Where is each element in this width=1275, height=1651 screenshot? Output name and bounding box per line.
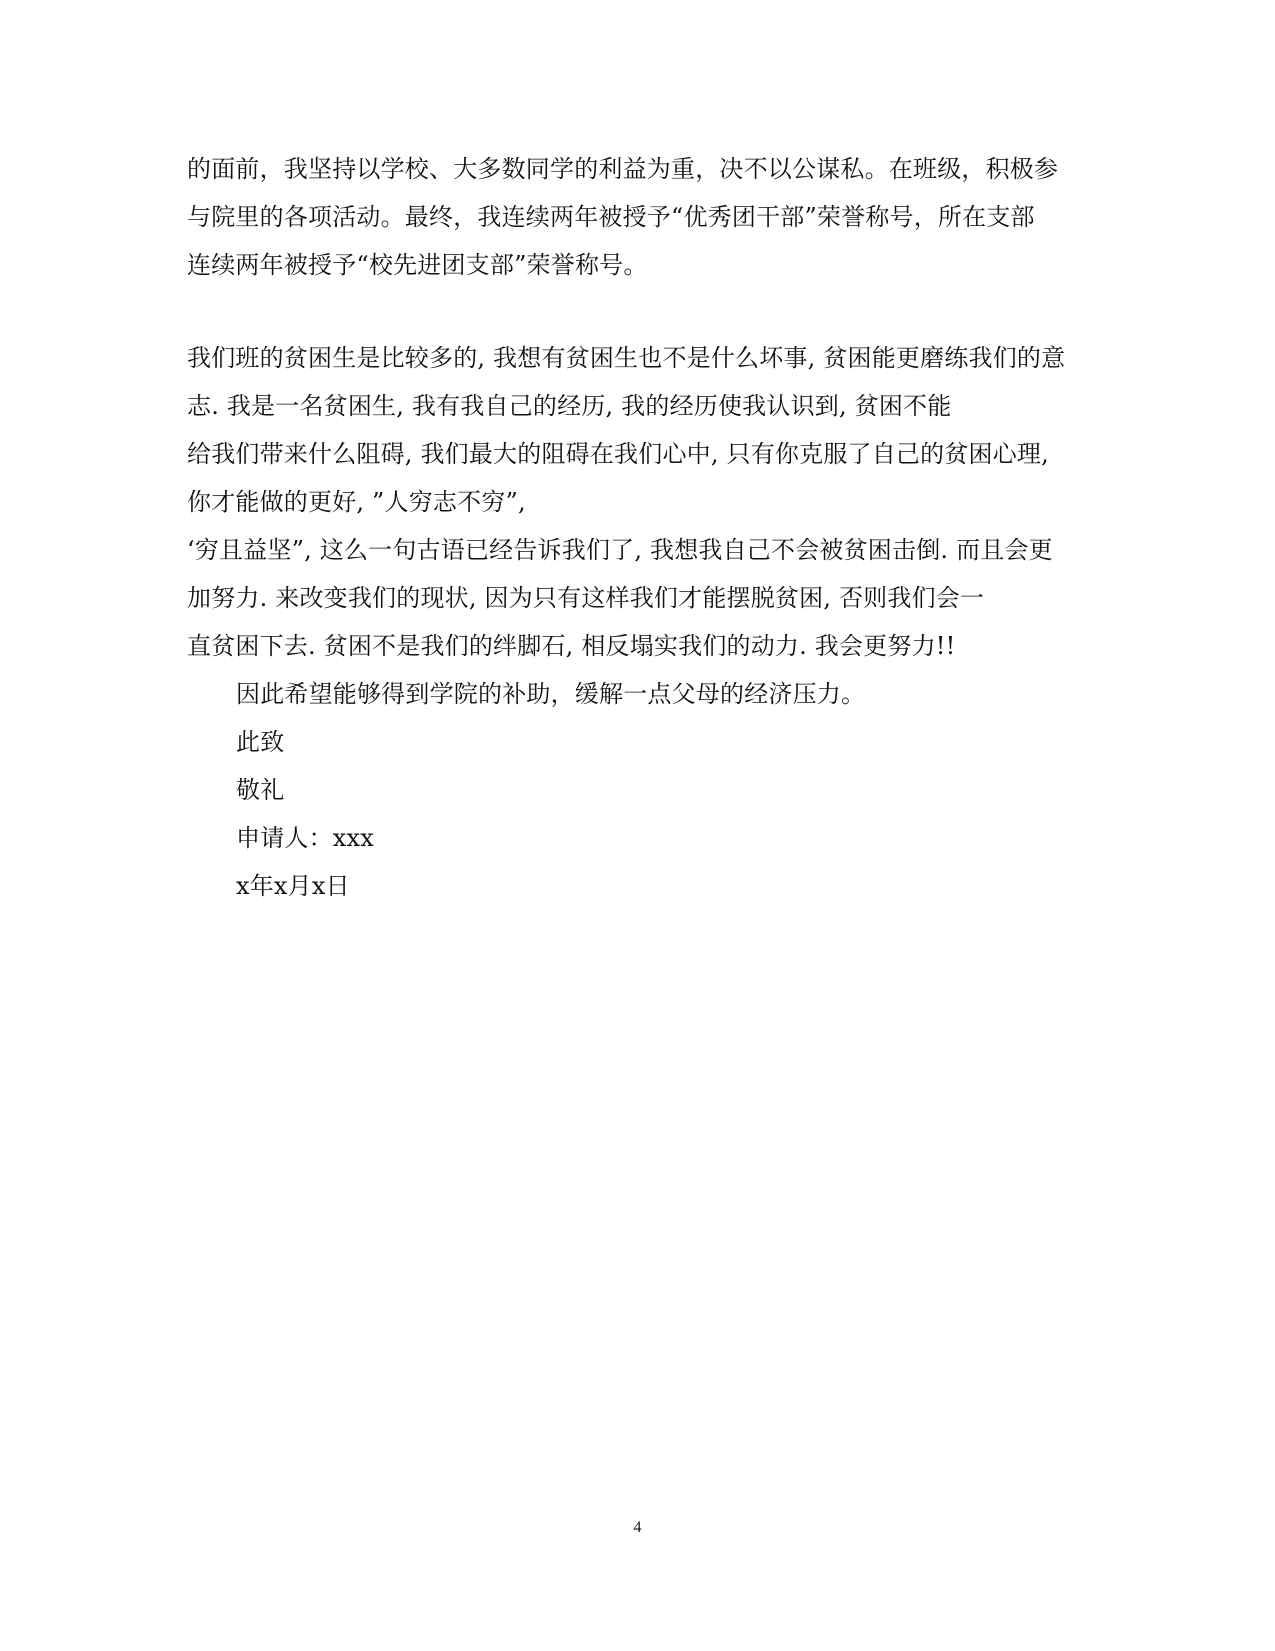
paragraph-2-line-6: 加努力. 来改变我们的现状, 因为只有这样我们才能摆脱贫困, 否则我们会一	[187, 584, 985, 612]
paragraph-2-line-3: 给我们带来什么阻碍, 我们最大的阻碍在我们心中, 只有你克服了自己的贫困心理,	[187, 440, 1049, 468]
paragraph-2-line-4: 你才能做的更好, ”人穷志不穷”,	[187, 488, 526, 516]
date-line: x年x月x日	[236, 872, 350, 900]
paragraph-1-line-2: 与院里的各项活动。最终，我连续两年被授予“优秀团干部”荣誉称号，所在支部	[187, 203, 1035, 231]
paragraph-2-line-1: 我们班的贫困生是比较多的, 我想有贫困生也不是什么坏事, 贫困能更磨练我们的意	[187, 344, 1066, 372]
paragraph-2-line-7: 直贫困下去. 贫困不是我们的绊脚石, 相反塌实我们的动力. 我会更努力!!	[187, 632, 956, 660]
paragraph-2-line-5: ‘穷且益坚”, 这么一句古语已经告诉我们了, 我想我自己不会被贫困击倒. 而且会更	[187, 536, 1053, 564]
salutation-jingli: 敬礼	[236, 776, 285, 804]
paragraph-1-line-3: 连续两年被授予“校先进团支部”荣誉称号。	[187, 251, 648, 279]
paragraph-2-line-2: 志. 我是一名贫困生, 我有我自己的经历, 我的经历使我认识到, 贫困不能	[187, 392, 952, 420]
page-number: 4	[633, 1519, 642, 1536]
request-line: 因此希望能够得到学院的补助，缓解一点父母的经济压力。	[236, 680, 866, 708]
paragraph-1-line-1: 的面前，我坚持以学校、大多数同学的利益为重，决不以公谋私。在班级，积极参	[187, 155, 1059, 183]
applicant-signature: 申请人：xxx	[236, 824, 375, 852]
salutation-cizhi: 此致	[236, 728, 285, 756]
